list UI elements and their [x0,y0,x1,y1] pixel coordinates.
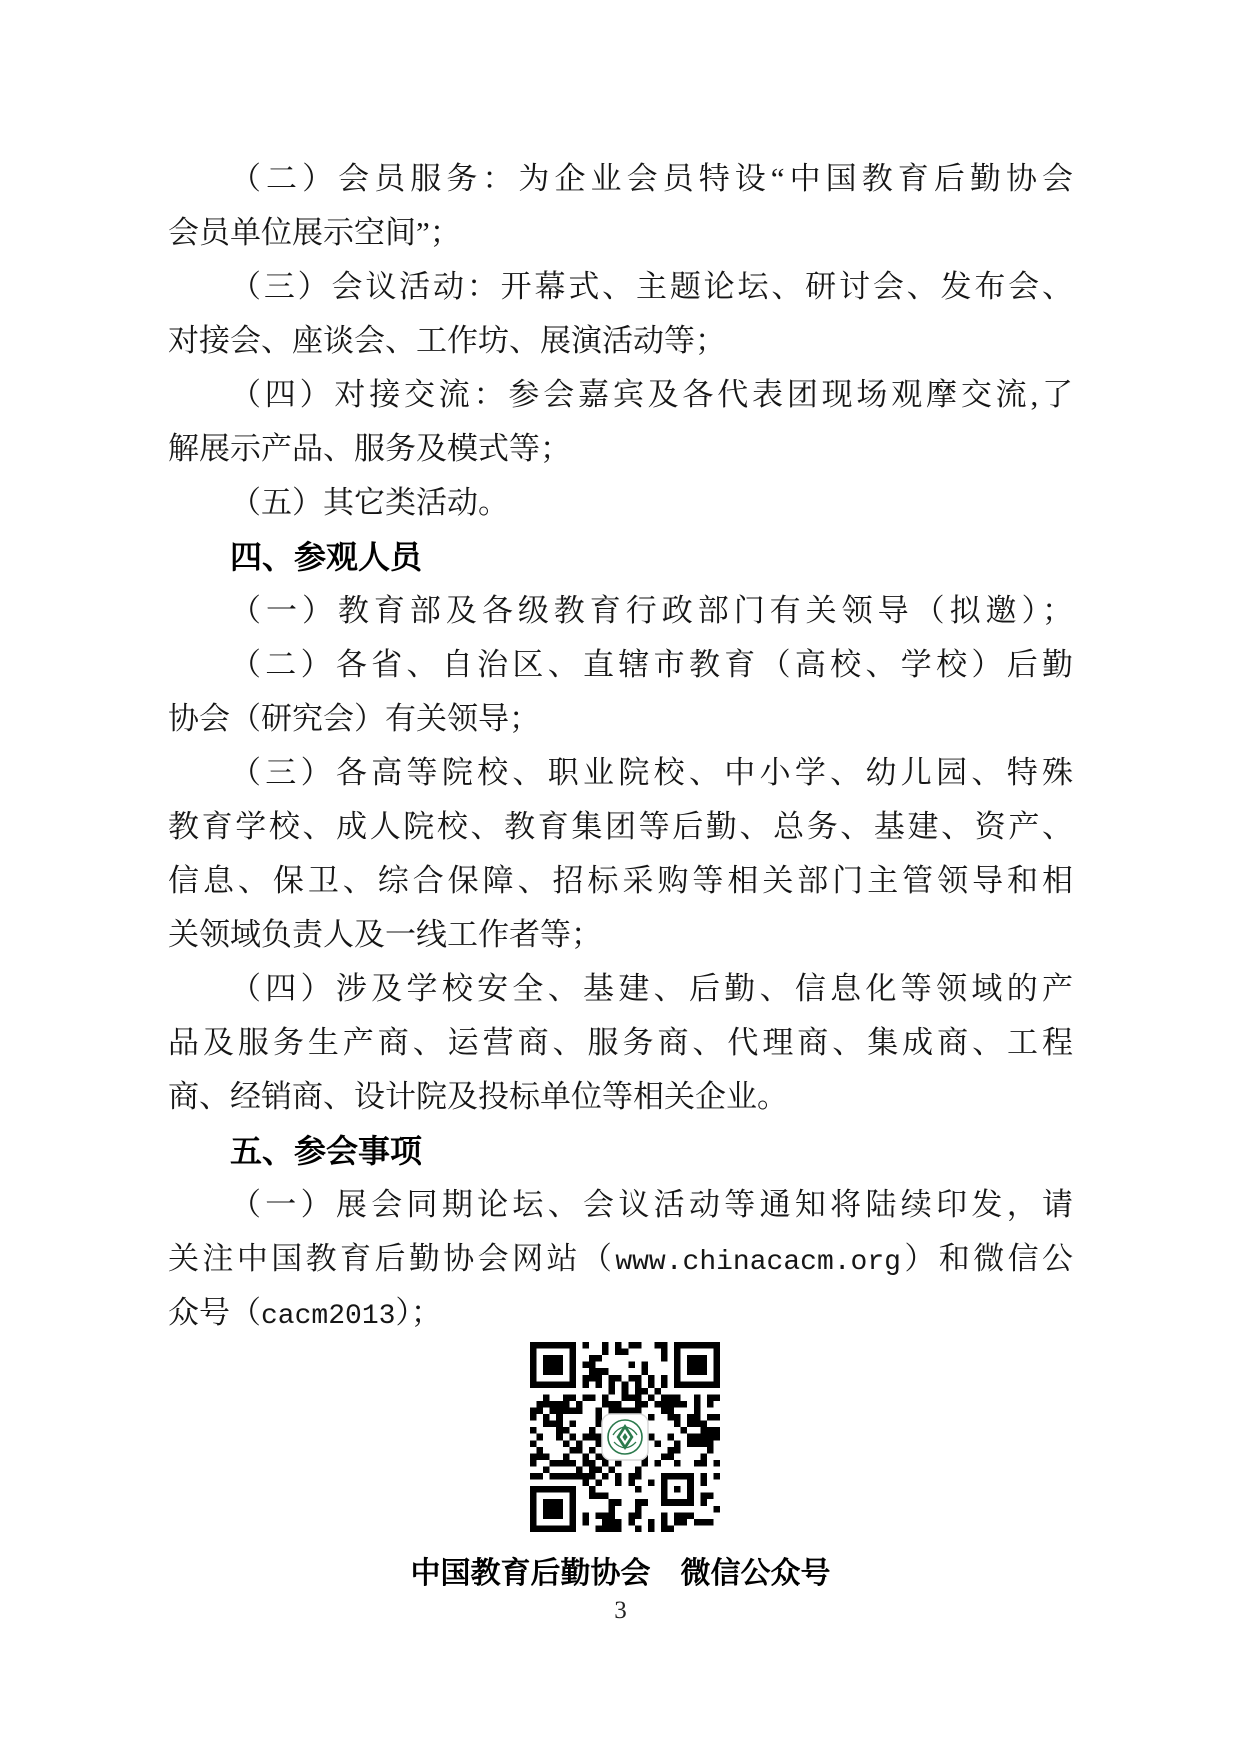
text-line: 对接会、座谈会、工作坊、展演活动等； [168,323,726,358]
document-body [168,152,1073,1340]
text-line: 解展示产品、服务及模式等； [168,431,571,466]
text-line: （四）涉及学校安全、基建、后勤、信息化等领域的产 [230,971,1073,1006]
text-line: （二）会员服务：为企业会员特设“中国教育后勤协会 [230,161,1073,196]
text-line: （三）各高等院校、职业院校、中小学、幼儿园、特殊 [230,755,1073,790]
text-line: （三）会议活动：开幕式、主题论坛、研讨会、发布会、 [230,269,1073,304]
text-line: （一）展会同期论坛、会议活动等通知将陆续印发，请 [230,1187,1073,1222]
text-line: 品及服务生产商、运营商、服务商、代理商、集成商、工程 [168,1025,1073,1060]
latin-text: cacm2013 [261,1301,396,1332]
text-line: 关注中国教育后勤协会网站（www.chinacacm.org）和微信公 [168,1241,1074,1278]
text-line: 协会（研究会）有关领导； [168,701,540,736]
wechat-qr-code [530,1342,720,1532]
association-emblem-icon [601,1413,649,1461]
text-line: 教育学校、成人院校、教育集团等后勤、总务、基建、资产、 [168,809,1073,844]
text-line: 众号（cacm2013）； [168,1295,442,1332]
latin-text: www.chinacacm.org [615,1247,901,1278]
text-line: （四）对接交流：参会嘉宾及各代表团现场观摩交流,了 [230,377,1073,412]
page-number: 3 [614,1597,627,1624]
qr-caption: 中国教育后勤协会 微信公众号 [410,1557,831,1590]
text-line: 商、经销商、设计院及投标单位等相关企业。 [168,1079,788,1114]
text-line: 信息、保卫、综合保障、招标采购等相关部门主管领导和相 [168,863,1073,898]
text-line: 关领域负责人及一线工作者等； [168,917,602,952]
section-heading: 五、参会事项 [230,1133,423,1169]
text-line: （二）各省、自治区、直辖市教育（高校、学校）后勤 [230,647,1073,682]
text-line: （一）教育部及各级教育行政部门有关领导（拟邀）； [230,593,1073,628]
text-line: 会员单位展示空间”； [168,215,461,250]
section-heading: 四、参观人员 [230,539,423,575]
text-line: （五）其它类活动。 [230,485,509,520]
